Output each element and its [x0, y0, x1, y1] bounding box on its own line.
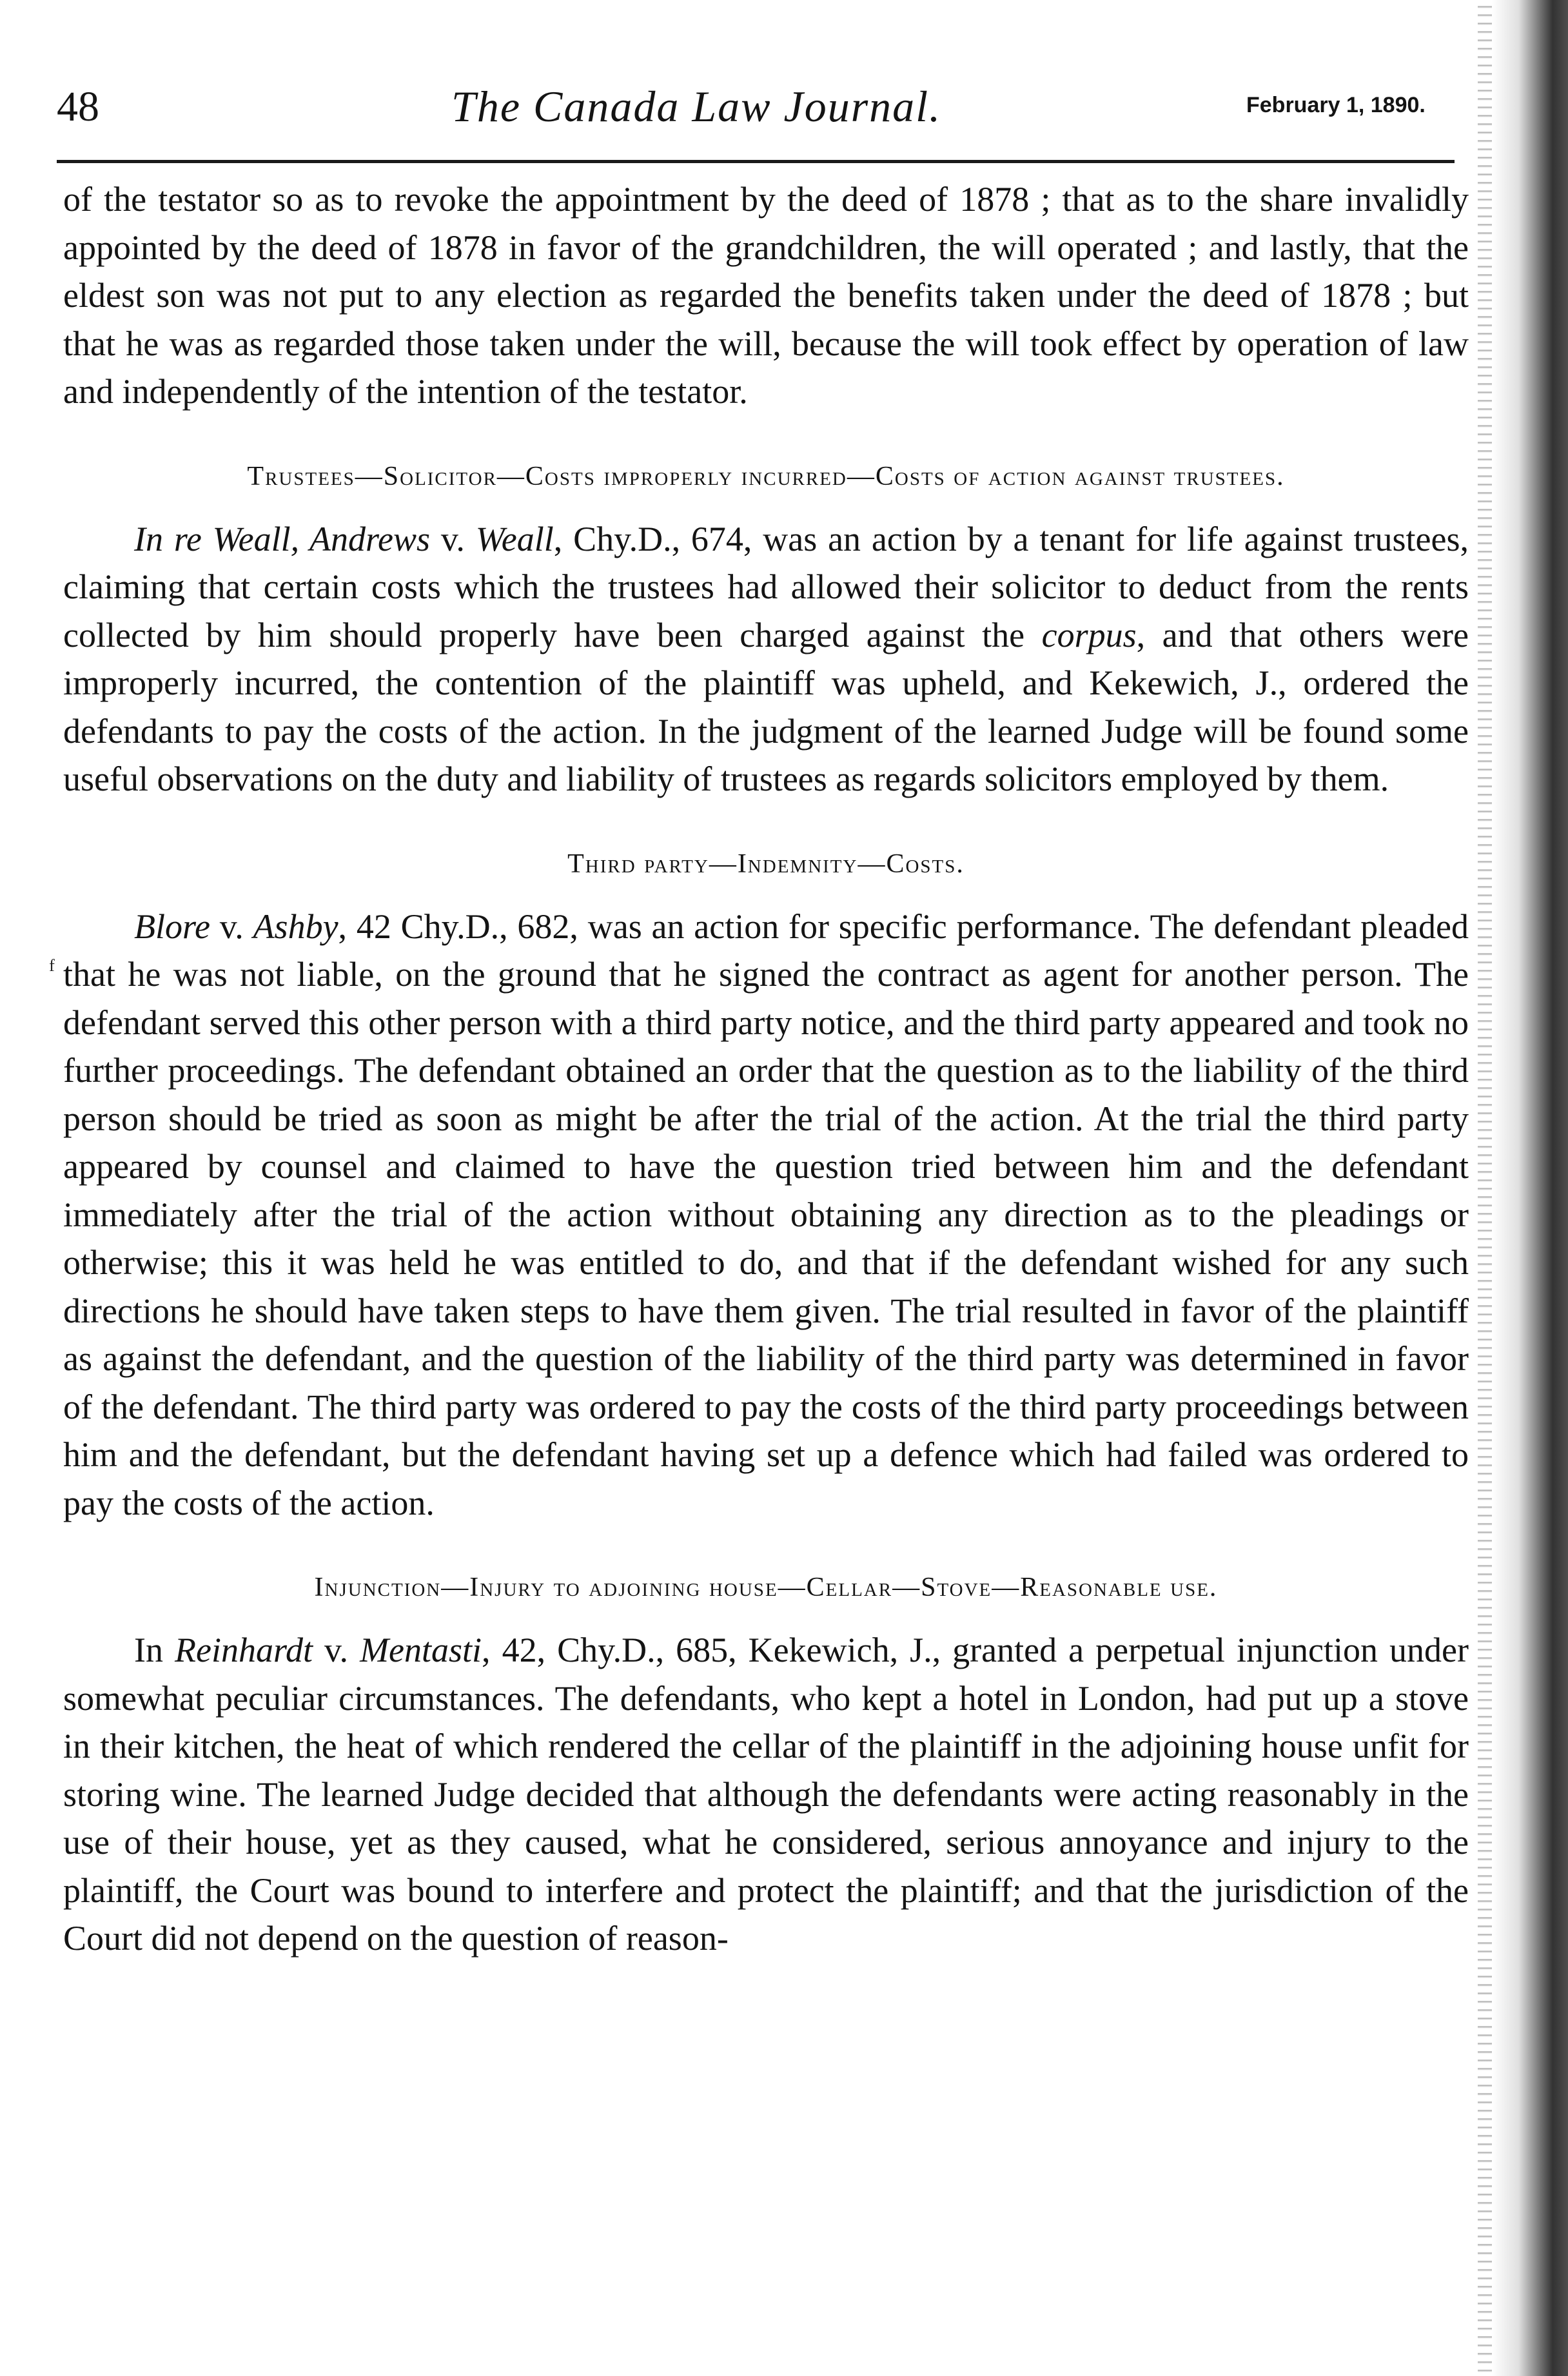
case-paragraph-reinhardt: [63, 1626, 1469, 1963]
issue-date: February 1, 1890.: [1246, 93, 1426, 117]
case-versus: v.: [313, 1631, 360, 1669]
header-rule: [57, 160, 1455, 163]
case-name: Blore: [134, 907, 210, 946]
case-paragraph-weall: [63, 515, 1469, 803]
section-heading-third-party: Third party—Indemnity—Costs.: [567, 849, 965, 879]
journal-title: The Canada Law Journal.: [451, 82, 942, 131]
article-body: [63, 175, 1469, 1963]
case-text-italic: corpus: [1041, 615, 1137, 654]
case-party: Mentasti: [360, 1631, 482, 1669]
scan-shadow-edge: [1492, 0, 1568, 2376]
scan-edge-speckle: [1478, 0, 1492, 2376]
page-header: [57, 76, 1462, 141]
case-text-end: , and that others were improperly incurred, the contention of the plaintiff was upheld, and Kekewich, J., ordered the defendants to pay the costs of the action. In the judgment of the learned Judge will be found some useful observations on the duty and liability of trustees as regards solicitors employed by them.: [63, 615, 1469, 798]
section-heading-trustees: Trustees—Solicitor—Costs improperly incurred—Costs of action against trustees.: [247, 461, 1285, 491]
case-text: , Chy.D., 674, was an action by a tenant for life against trustees, claiming that certain costs which the trustees had allowed their solicitor to deduct from the rents collected by him should properly have been charged against the: [63, 519, 1469, 654]
case-text: , 42 Chy.D., 682, was an action for specific performance. The defendant pleaded that he was not liable, on the ground that he signed the contract as agent for another person. The defendant served this other person with a third party notice, and the third party appeared and took no further proceedings. The defendant obtained an order that the question as to the liability of the third person should be tried as soon as might be after the trial of the action. At the trial the third party appeared by counsel and claimed to have the question tried between him and the defendant immediately after the trial of the action without obtaining any direction as to the pleadings or otherwise; this it was held he was entitled to do, and that if the defendant wished for any such directions he should have taken steps to have them given. The trial resulted in favor of the plaintiff as against the defendant, and the question of the liability of the third party was determined in favor of the defendant. The third party was ordered to pay the costs of the third party proceedings between him and the defendant, but the defendant having set up a defence which had failed was ordered to pay the costs of the action.: [63, 907, 1469, 1522]
case-text: , 42, Chy.D., 685, Kekewich, J., granted a perpetual injunction under somewhat peculiar circumstances. The defendants, who kept a hotel in London, had put up a stove in their kitchen, the heat of which rendered the cellar of the plaintiff in the adjoining house unfit for storing wine. The learned Judge decided that although the defendants were acting reasonably in the use of their house, yet as they caused, what he considered, serious annoyance and injury to the plaintiff, the Court was bound to interfere and protect the plaintiff; and that the jurisdiction of the Court did not depend on the question of reason-: [63, 1631, 1469, 1958]
case-versus: v.: [430, 519, 476, 558]
case-party: Weall: [475, 519, 554, 558]
stray-ink-mark: ᶠ: [49, 954, 55, 985]
case-name: In re Weall, Andrews: [134, 519, 431, 558]
section-heading-injunction: Injunction—Injury to adjoining house—Cellar—Stove—Reasonable use.: [314, 1573, 1218, 1602]
intro-paragraph: of the testator so as to revoke the appointment by the deed of 1878 ; that as to the share invalidly appointed by the deed of 1878 in favor of the grandchildren, the will operated ; and lastly, that the eldest son was not put to any election as regarded the benefits taken under the deed of 1878 ; but that he was as regarded those taken under the will, because the will took effect by operation of law and independently of the intention of the testator.: [63, 180, 1469, 411]
case-lead-in: In: [134, 1631, 175, 1669]
case-paragraph-blore: [63, 903, 1469, 1527]
page-number: 48: [57, 83, 99, 130]
case-name: Reinhardt: [175, 1631, 313, 1669]
case-party: Ashby: [253, 907, 338, 946]
case-versus: v.: [210, 907, 253, 946]
